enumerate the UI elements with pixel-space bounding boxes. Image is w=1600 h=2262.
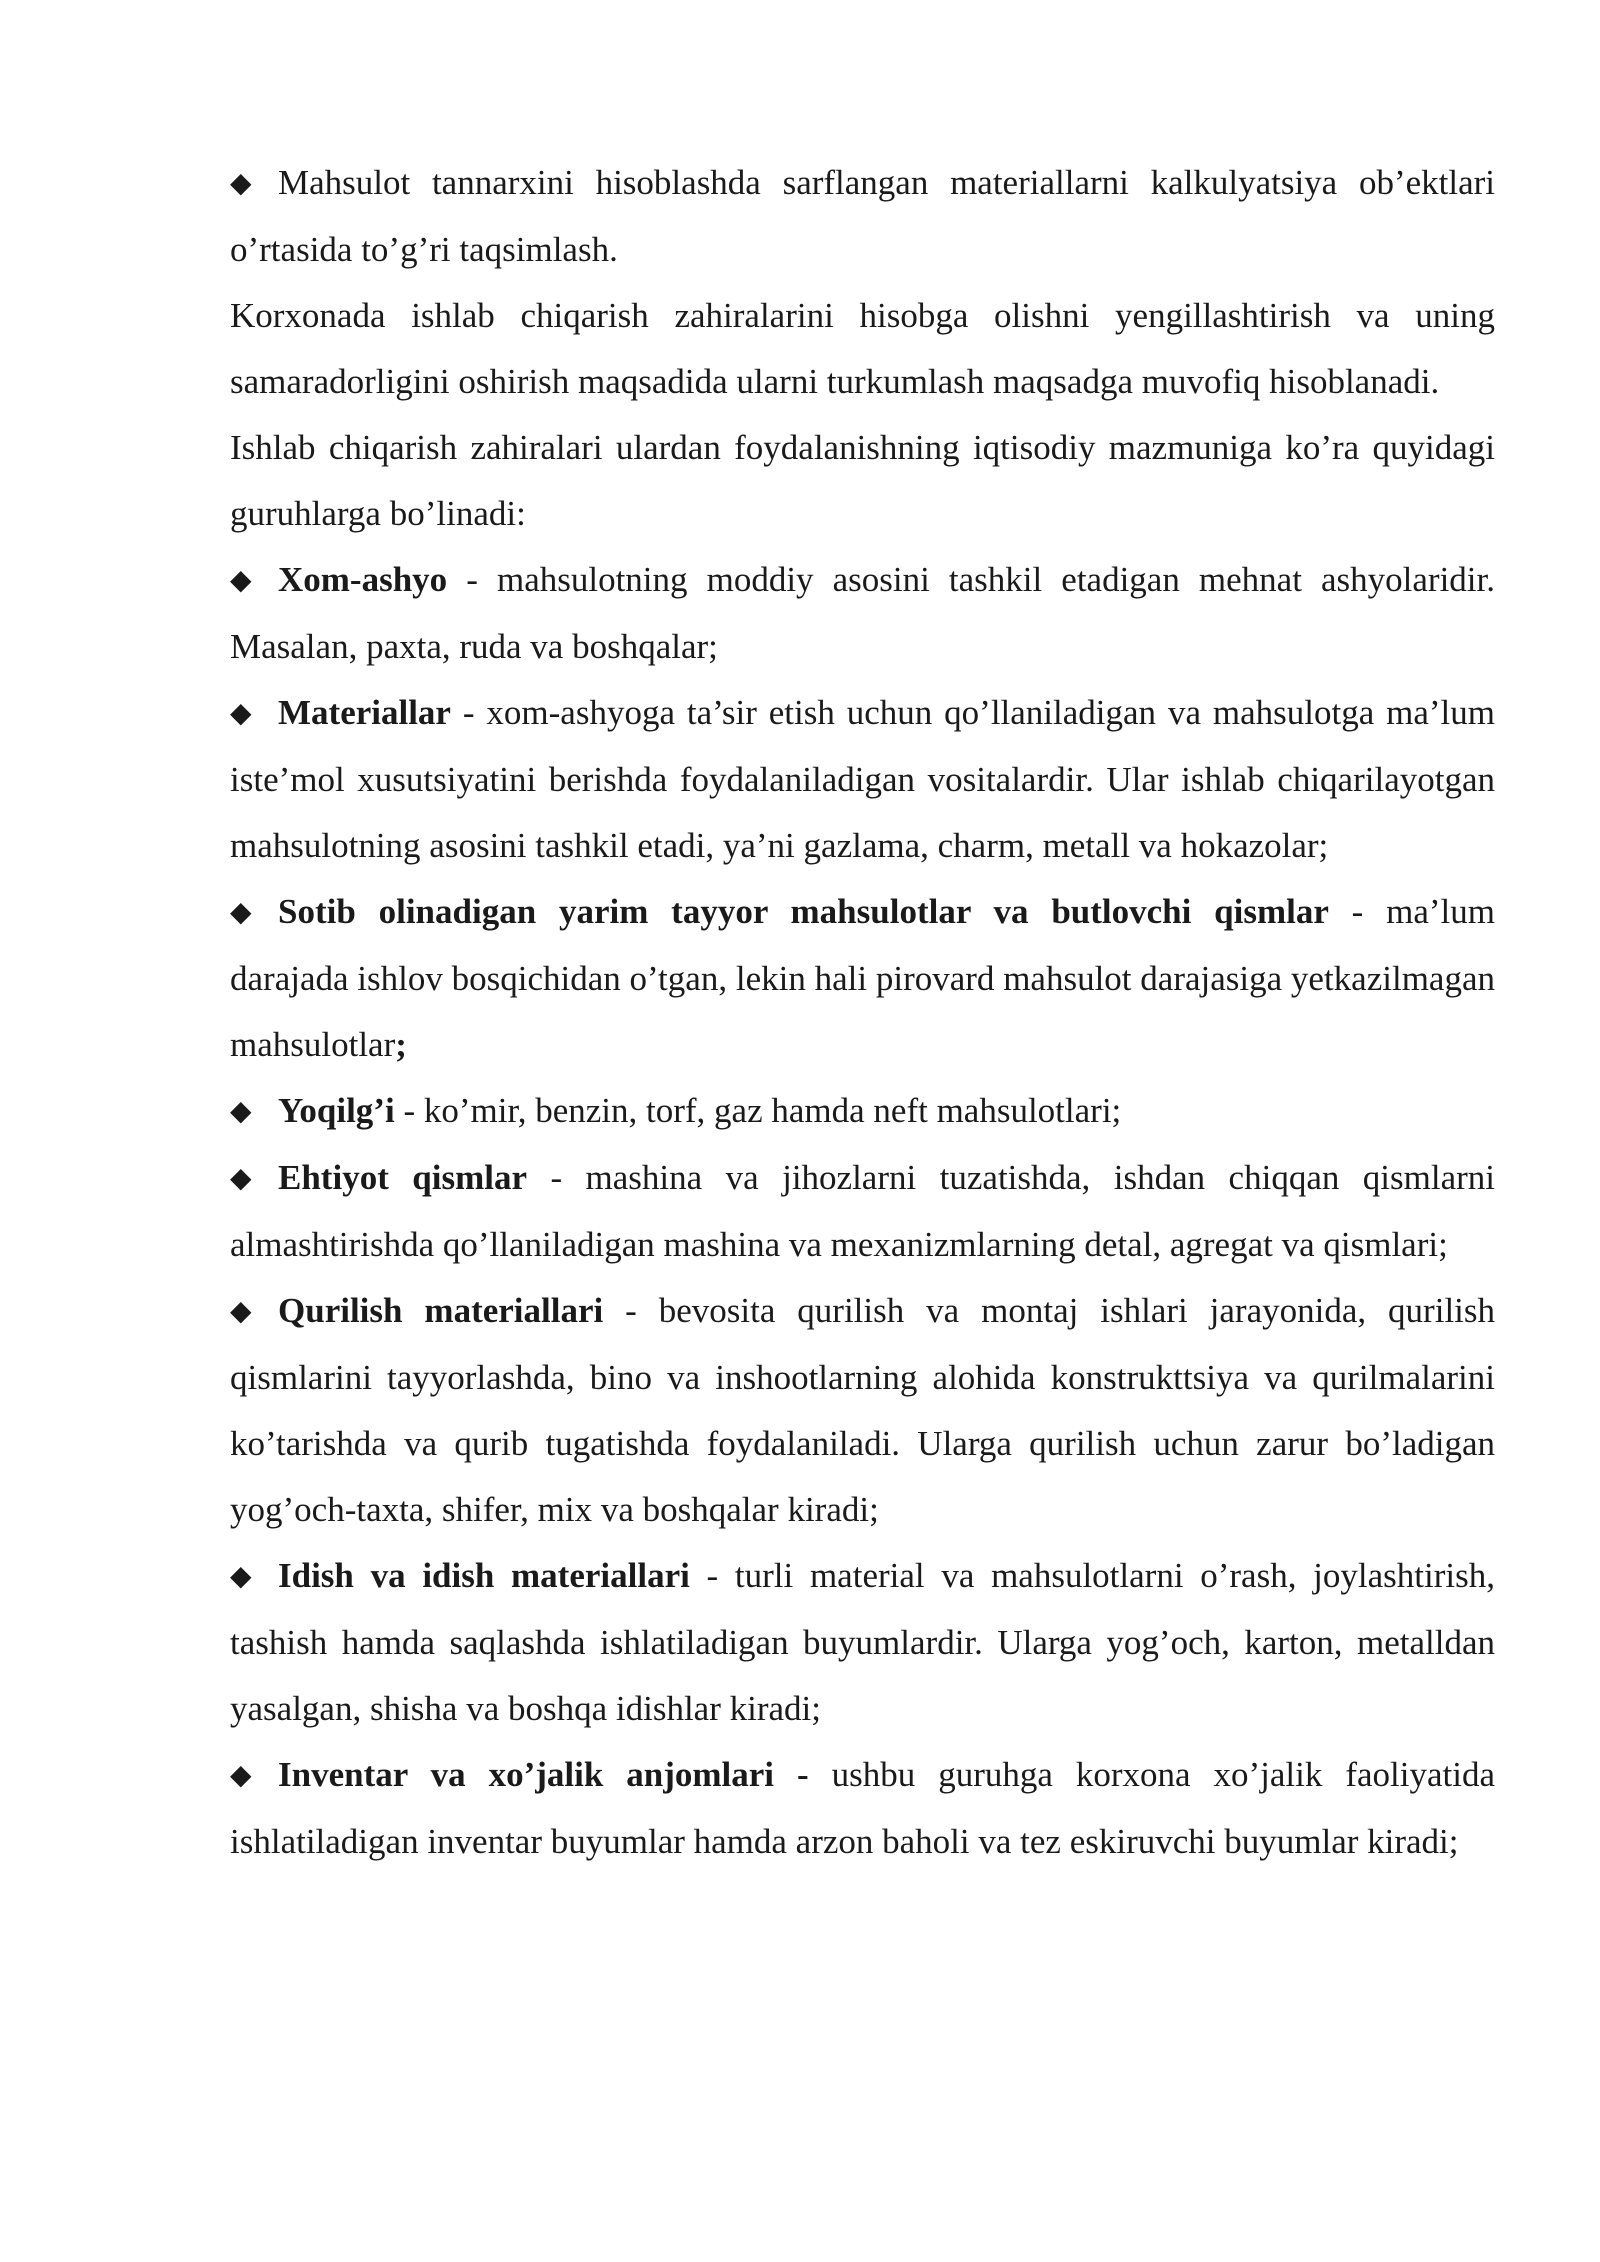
bullet-paragraph [230,1543,1495,1742]
diamond-bullet-icon: ◆ [230,1096,252,1127]
bullet-term: Idish va idish materiallari [278,1556,690,1595]
bullet-paragraph [230,1078,1495,1145]
bullet-paragraph [230,879,1495,1078]
bullet-paragraph [230,1742,1495,1875]
bullet-term: Ehtiyot qismlar [278,1158,528,1197]
paragraph-text: Korxonada ishlab chiqarish zahiralarini hisobga olishni yengillashtirish va uning samaradorligini oshirish maqsadida ularni turkumlash maqsadga muvofiq hisoblanadi. [230,296,1495,401]
diamond-bullet-icon: ◆ [230,1163,252,1194]
paragraph-text: - ko’mir, benzin, torf, gaz hamda neft mahsulotlari; [394,1091,1122,1130]
bullet-term: Xom-ashyo [278,560,448,599]
body-paragraph [230,415,1495,547]
diamond-bullet-icon: ◆ [230,897,252,928]
paragraph-text: - mahsulotning moddiy asosini tashkil etadigan mehnat ashyolaridir. Masalan, paxta, ruda va boshqalar; [230,560,1495,666]
bullet-term: Qurilish materiallari [278,1291,604,1330]
bullet-paragraph [230,150,1495,283]
paragraph-text: ushbu guruhga korxona xo’jalik faoliyatida ishlatiladigan inventar buyumlar hamda arzon baholi va tez eskiruvchi buyumlar kiradi; [230,1755,1495,1861]
paragraph-text: - turli material va mahsulotlarni o’rash, joylashtirish, tashish hamda saqlashda ishlatiladigan buyumlardir. Ularga yog’och, karton, metalldan yasalgan, shisha va boshqa idishlar kiradi; [230,1556,1495,1728]
bullet-paragraph [230,1145,1495,1278]
bullet-term: Inventar va xo’jalik anjomlari - [278,1755,809,1794]
diamond-bullet-icon: ◆ [230,1561,252,1592]
bold-semicolon: ; [395,1025,407,1064]
bullet-term: Yoqilg’i [278,1091,395,1130]
bullet-paragraph [230,547,1495,680]
bullet-term: Materiallar [278,693,451,732]
paragraph-text: - mashina va jihozlarni tuzatishda, ishdan chiqqan qismlarni almashtirishda qo’llaniladigan mashina va mexanizmlarning detal, agregat va qismlari; [230,1158,1495,1264]
paragraph-text: - bevosita qurilish va montaj ishlari jarayonida, qurilish qismlarini tayyorlashda, bino va inshootlarning alohida konstrukttsiya va qurilmalarini ko’tarishda va qurib tugatishda foydalaniladi. Ularga qurilish uchun zarur bo’ladigan yog’och-taxta, shifer, mix va boshqalar kiradi; [230,1291,1496,1529]
paragraph-text: Ishlab chiqarish zahiralari ulardan foydalanishning iqtisodiy mazmuniga ko’ra quyidagi guruhlarga bo’linadi: [230,428,1495,533]
document-page [230,150,1495,1875]
body-paragraph [230,283,1495,415]
diamond-bullet-icon: ◆ [230,565,252,596]
paragraph-text: Mahsulot tannarxini hisoblashda sarflangan materiallarni kalkulyatsiya ob’ektlari o’rtasida to’g’ri taqsimlash. [230,163,1495,269]
diamond-bullet-icon: ◆ [230,1296,252,1327]
diamond-bullet-icon: ◆ [230,168,252,199]
diamond-bullet-icon: ◆ [230,1760,252,1791]
bullet-paragraph [230,680,1495,879]
diamond-bullet-icon: ◆ [230,698,252,729]
paragraph-text: - xom-ashyoga ta’sir etish uchun qo’llaniladigan va mahsulotga ma’lum iste’mol xusutsiyatini berishda foydalaniladigan vositalardir. Ular ishlab chiqarilayotgan mahsulotning asosini tashkil etadi, ya’ni gazlama, charm, metall va hokazolar; [230,693,1495,865]
paragraph-text: - ma’lum darajada ishlov bosqichidan o’tgan, lekin hali pirovard mahsulot darajasiga yetkazilmagan mahsulotlar [230,892,1495,1064]
bullet-paragraph [230,1278,1495,1543]
bullet-term: Sotib olinadigan yarim tayyor mahsulotlar va butlovchi qismlar [278,892,1329,931]
